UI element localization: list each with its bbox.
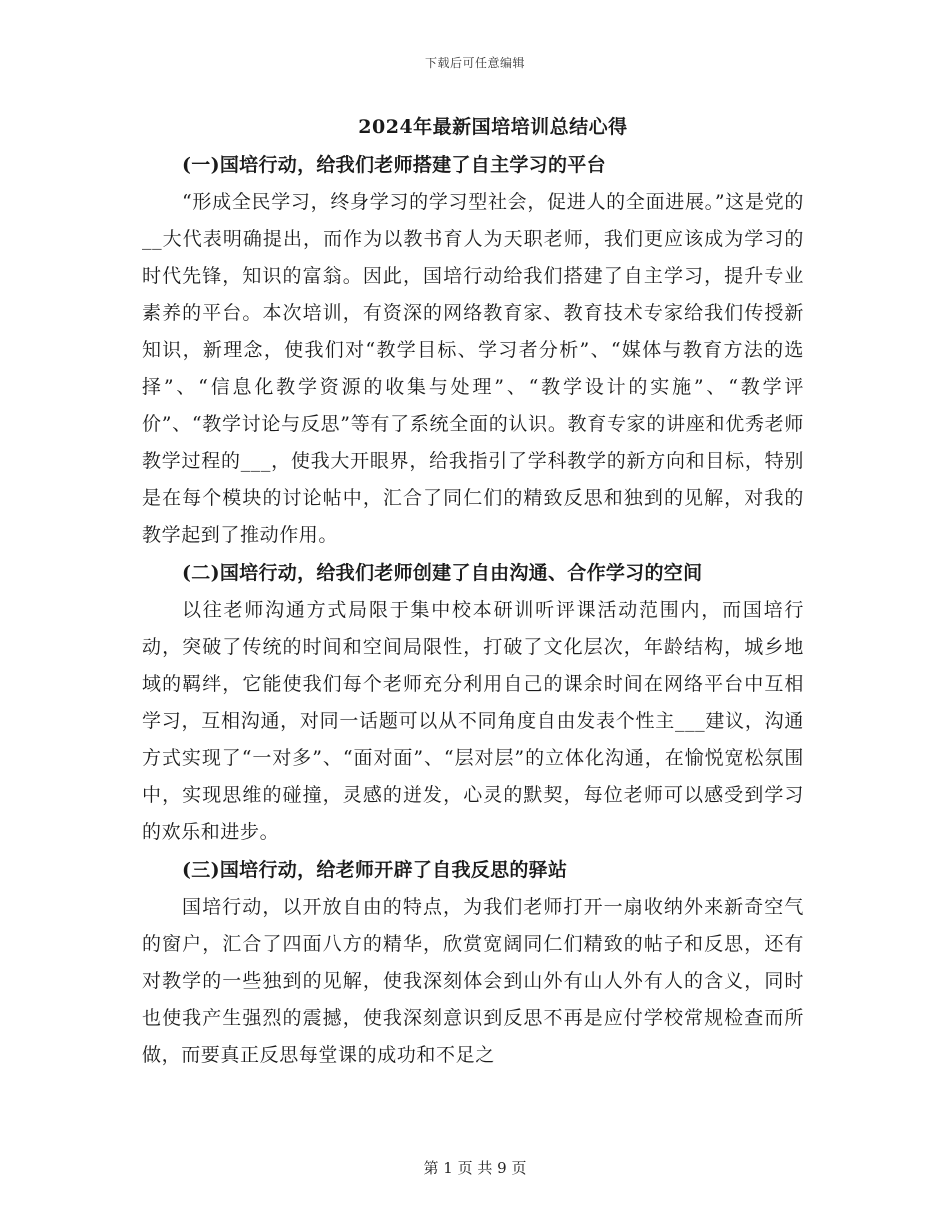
document-title: 2024年最新国培培训总结心得 [358,116,628,138]
document-body [142,108,804,1074]
header-note: 下载后可任意编辑 [424,56,525,70]
section-paragraph-2: 以往老师沟通方式局限于集中校本研训听评课活动范围内，而国培行动，突破了传统的时间和空间局限性，打破了文化层次，年龄结构，城乡地域的羁绊，它能使我们每个老师充分利用自己的课余时间在网络平台中互相学习，互相沟通，对同一话题可以从不同角度自由发表个性主___建议，沟通方式实现了“一对多”、“面对面”、“层对层”的立体化沟通，在愉悦宽松氛围中，实现思维的碰撞，灵感的迸发，心灵的默契，每位老师可以感受到学习的欢乐和进步。 [142,599,804,843]
section-paragraph-3: 国培行动，以开放自由的特点，为我们老师打开一扇收纳外来新奇空气的窗户，汇合了四面八方的精华，欣赏宽阔同仁们精致的帖子和反思，还有对教学的一些独到的见解，使我深刻体会到山外有山人外有人的含义，同时也使我产生强烈的震撼，使我深刻意识到反思不再是应付学校常规检查而所做，而要真正反思每堂课的成功和不足之 [142,896,804,1066]
section-heading-2: (二)国培行动，给我们老师创建了自由沟通、合作学习的空间 [182,562,703,584]
section-heading-3: (三)国培行动，给老师开辟了自我反思的驿站 [182,859,568,881]
section-paragraph-1: “形成全民学习，终身学习的学习型社会，促进人的全面进展。”这是党的__大代表明确提出，而作为以教书育人为天职老师，我们更应该成为学习的时代先锋，知识的富翁。因此，国培行动给我们搭建了自主学习，提升专业素养的平台。本次培训，有资深的网络教育家、教育技术专家给我们传授新知识，新理念，使我们对“教学目标、学习者分析”、“媒体与教育方法的选择”、“信息化教学资源的收集与处理”、“教学设计的实施”、“教学评价”、“教学讨论与反思”等有了系统全面的认识。教育专家的讲座和优秀老师教学过程的___，使我大开眼界，给我指引了学科教学的新方向和目标，特别是在每个模块的讨论帖中，汇合了同仁们的精致反思和独到的见解，对我的教学起到了推动作用。 [142,191,804,546]
page-number: 第 1 页 共 9 页 [423,1159,527,1177]
section-heading-1: (一)国培行动，给我们老师搭建了自主学习的平台 [182,154,606,176]
